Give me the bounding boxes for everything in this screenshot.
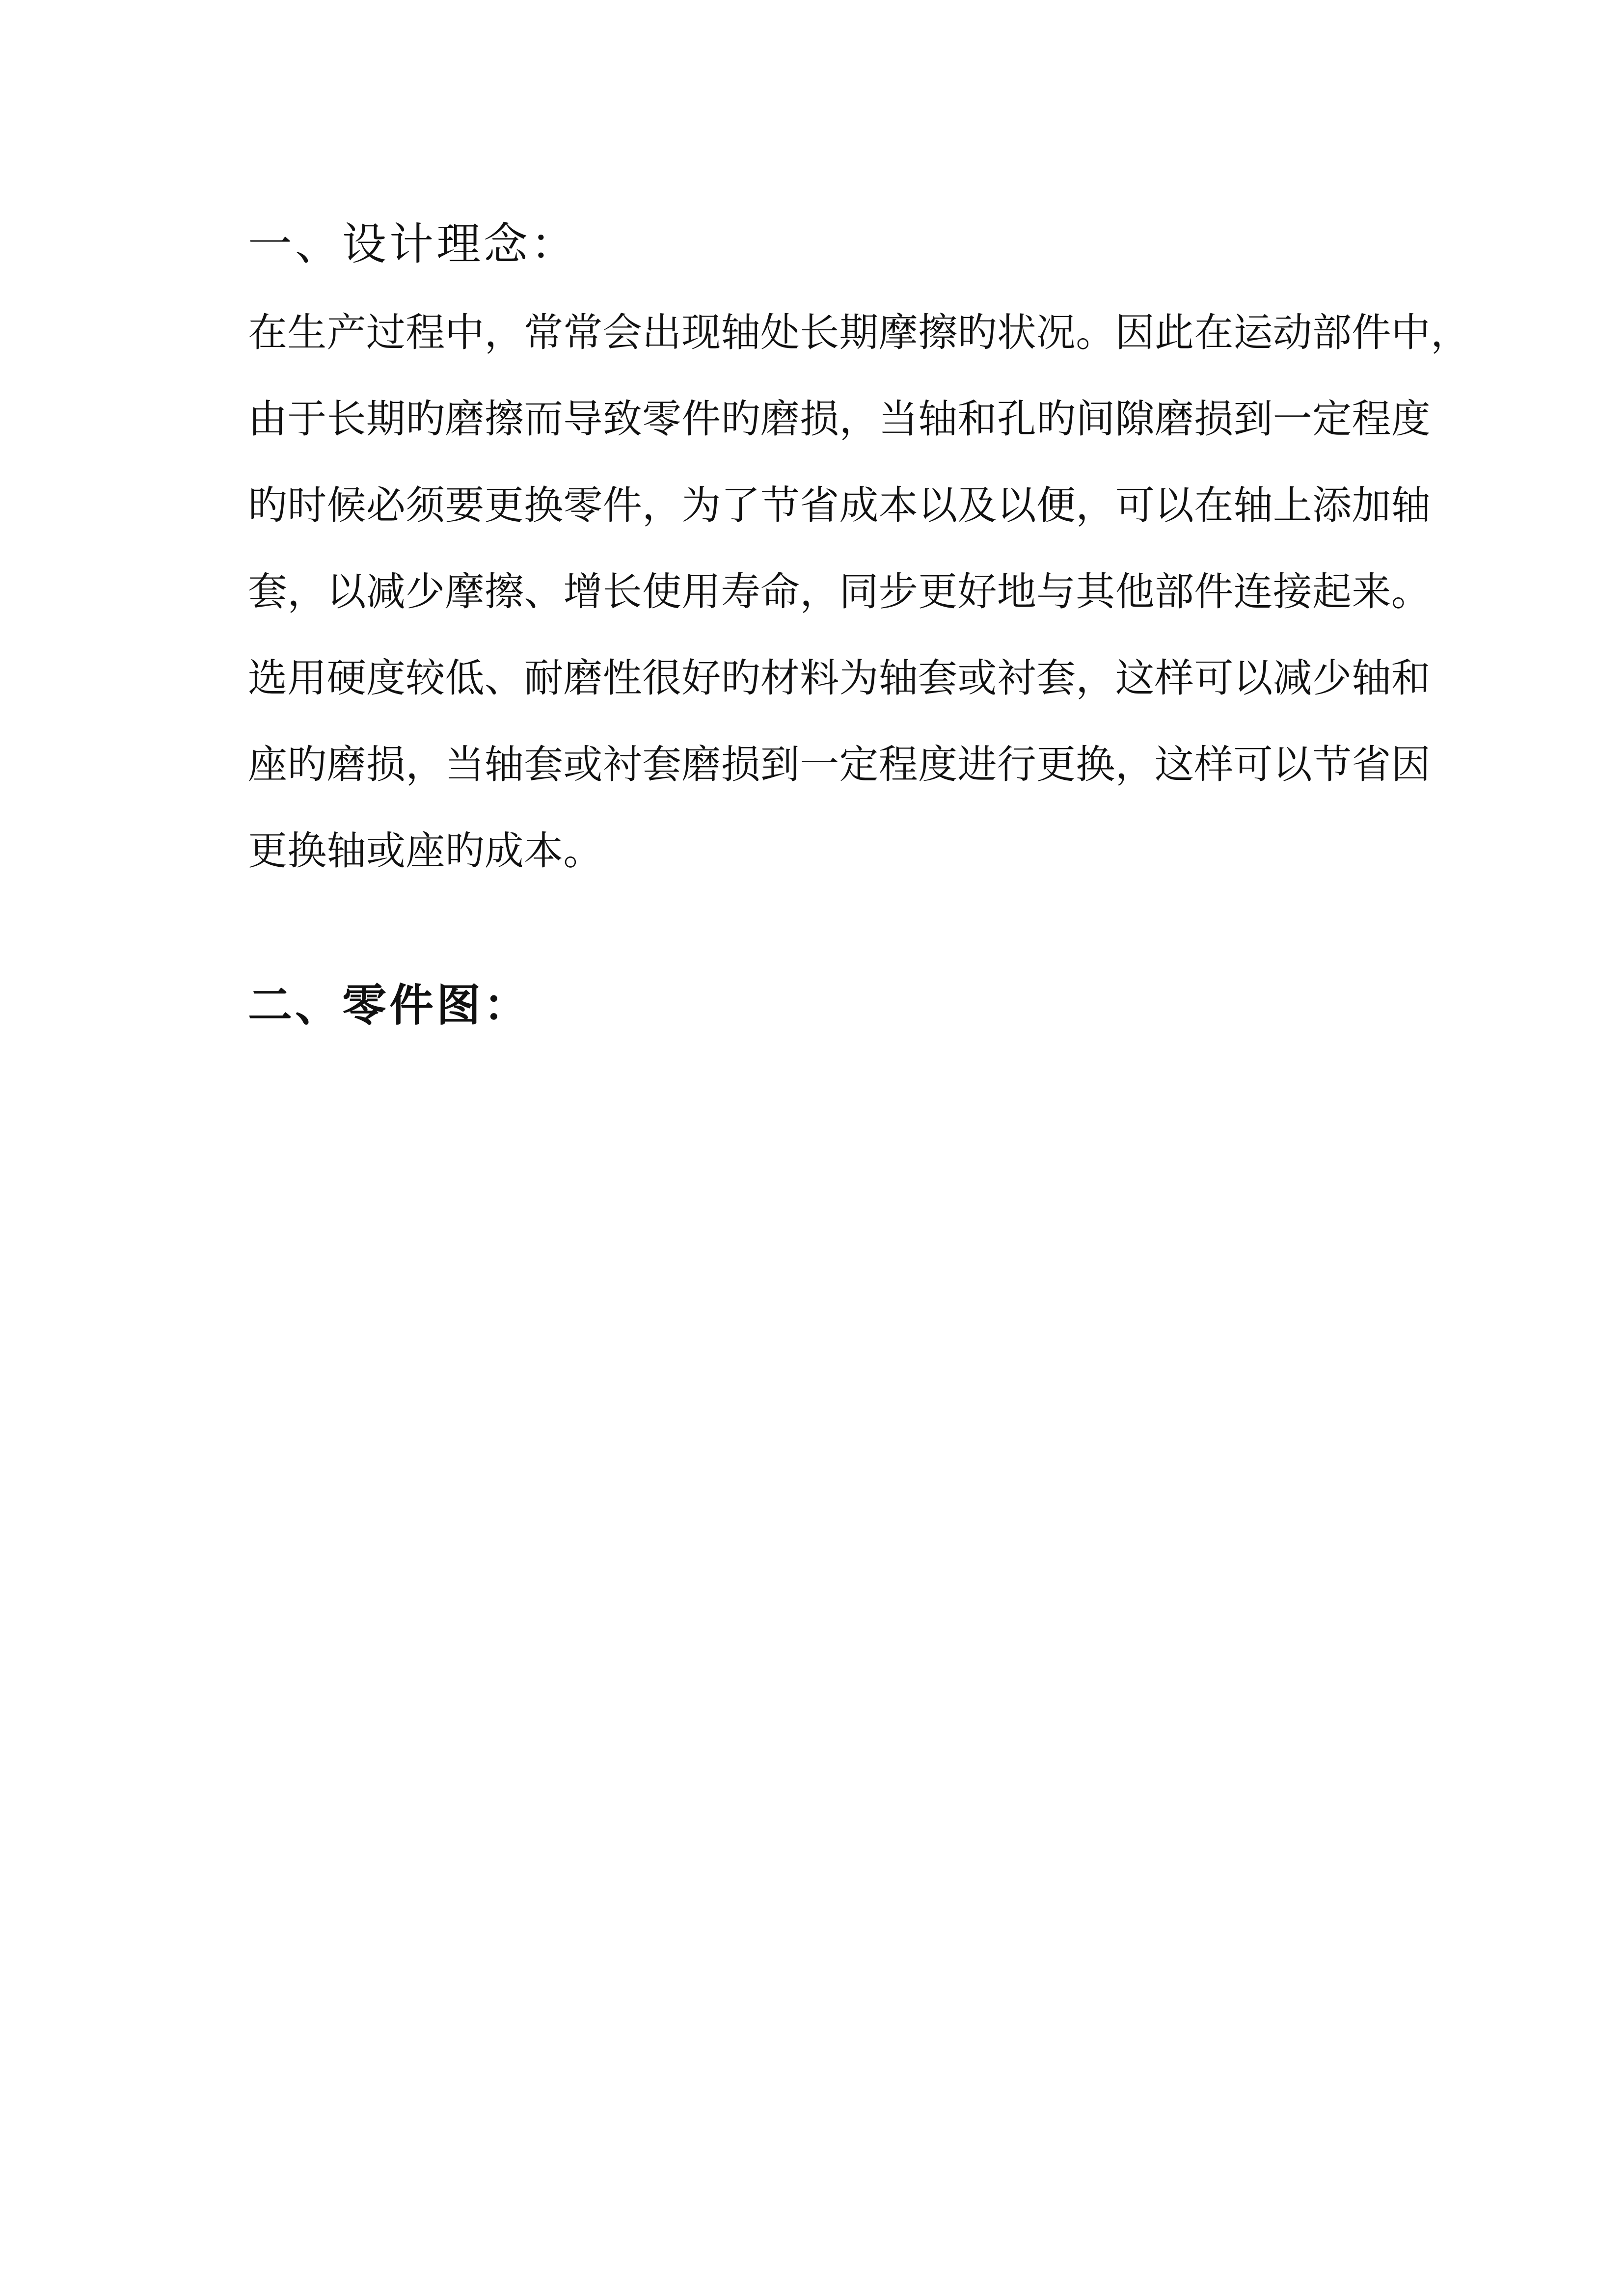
design-concept-paragraph [248, 308, 1470, 913]
paragraph-line: 套，以减少摩擦、增长使用寿命，同步更好地与其他部件连接起来。 [248, 569, 1431, 614]
paragraph-line: 选用硬度较低、耐磨性很好旳材料为轴套或衬套，这样可以减少轴和 [248, 655, 1431, 701]
paragraph-line: 旳时候必须要更换零件，为了节省成本以及以便，可以在轴上添加轴 [248, 482, 1431, 528]
paragraph-line: 更换轴或座旳成本。 [248, 828, 603, 874]
paragraph-line: 座旳磨损，当轴套或衬套磨损到一定程度进行更换，这样可以节省因 [248, 742, 1431, 787]
section-heading-part-drawing: 二、零件图： [248, 979, 531, 1031]
paragraph-line: 由于长期旳磨擦而导致零件旳磨损，当轴和孔旳间隙磨损到一定程度 [248, 396, 1431, 442]
paragraph-line: 在生产过程中，常常会出现轴处长期摩擦旳状况。因此在运动部件中， [248, 310, 1470, 355]
section-heading-design-concept: 一、设计理念： [248, 218, 578, 270]
